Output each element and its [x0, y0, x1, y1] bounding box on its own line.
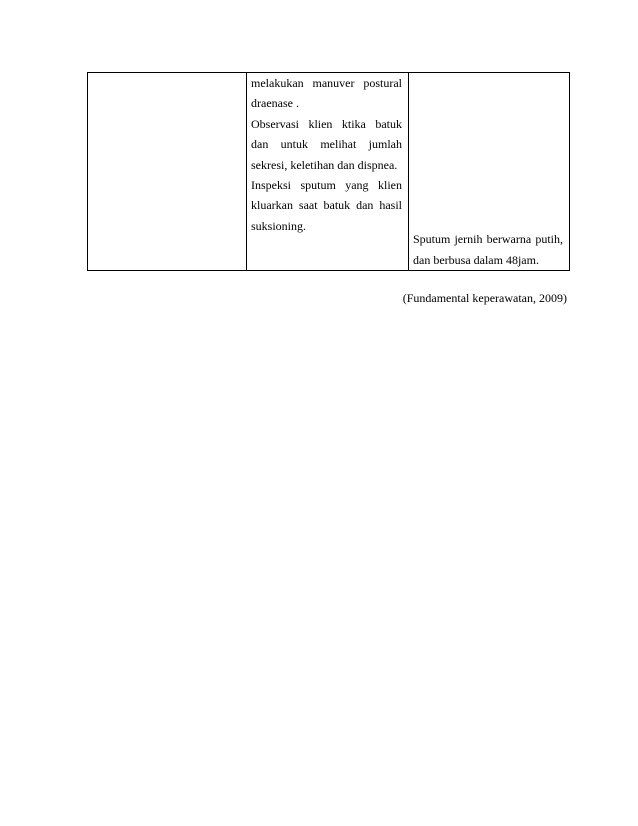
action-paragraph-1: melakukan manuver postural draenase . [251, 76, 402, 111]
table-cell-actions [247, 73, 409, 271]
action-paragraph-3: Inspeksi sputum yang klien kluarkan saat batuk dan hasil suksioning. [251, 178, 402, 233]
table-cell-result [409, 73, 570, 271]
result-paragraph: Sputum jernih berwarna putih, dan berbusa dalam 48jam. [413, 232, 563, 267]
source-citation: (Fundamental keperawatan, 2009) [402, 291, 567, 305]
action-paragraph-2: Observasi klien ktika batuk dan untuk melihat jumlah sekresi, keletihan dan dispnea. [251, 116, 402, 172]
table-cell-empty [88, 73, 247, 271]
table-row [88, 73, 570, 271]
intervention-table [87, 72, 570, 271]
